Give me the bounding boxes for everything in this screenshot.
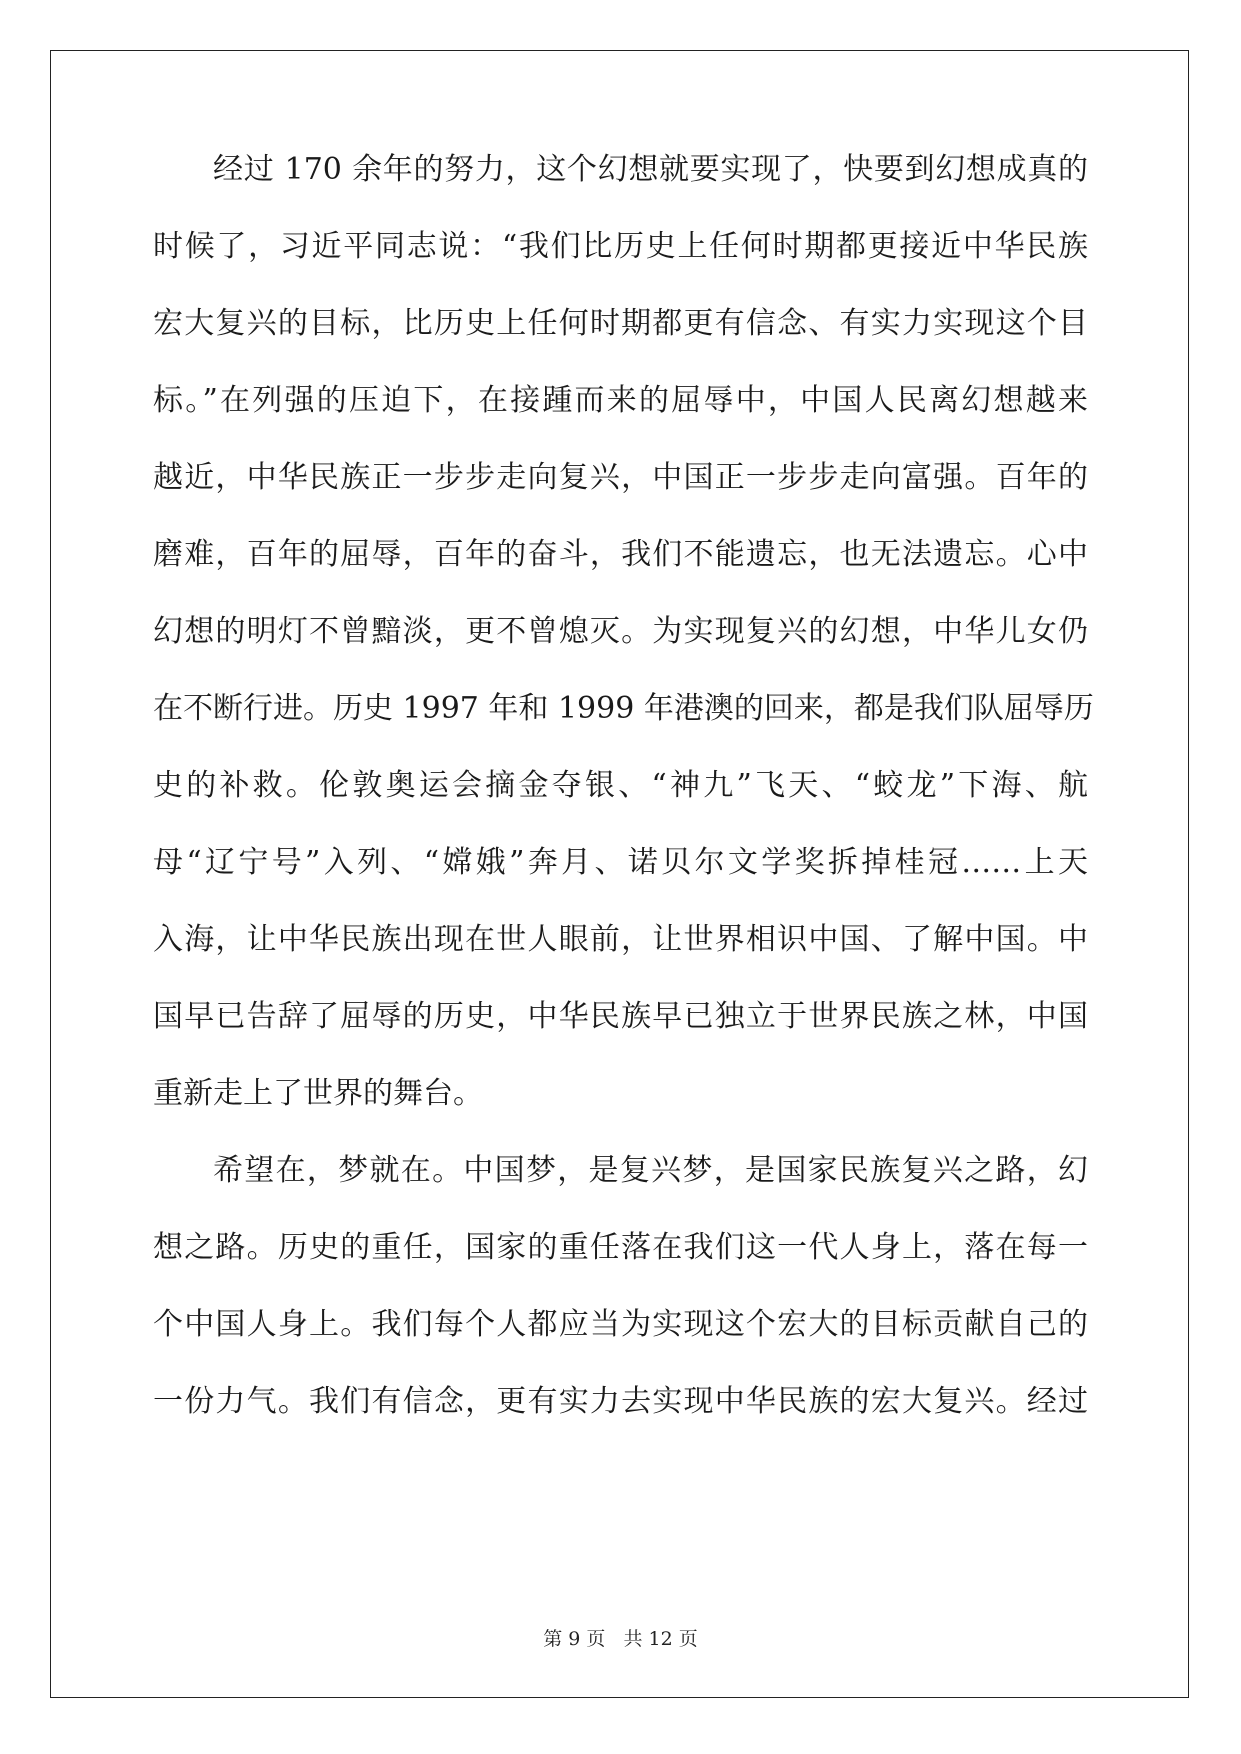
page-total: 共 12 页 [623,1628,698,1650]
paragraph-line: 标。”在列强的压迫下，在接踵而来的屈辱中，中国人民离幻想越来 [153,383,1088,418]
paragraph-line: 幻想的明灯不曾黯淡，更不曾熄灭。为实现复兴的幻想，中华儿女仍 [153,614,1088,649]
page-number: 第 9 页 [543,1628,606,1650]
paragraph-line: 宏大复兴的目标，比历史上任何时期都更有信念、有实力实现这个目 [153,306,1088,341]
paragraph-line: 经过 170 余年的努力，这个幻想就要实现了，快要到幻想成真的 [213,152,1088,187]
paragraph-line: 想之路。历史的重任，国家的重任落在我们这一代人身上，落在每一 [153,1230,1088,1265]
page-footer [0,1627,1241,1651]
paragraph-line: 重新走上了世界的舞台。 [153,1076,483,1111]
paragraph-line: 越近，中华民族正一步步走向复兴，中国正一步步走向富强。百年的 [153,460,1088,495]
paragraph-line: 国早已告辞了屈辱的历史，中华民族早已独立于世界民族之林，中国 [153,999,1088,1034]
paragraph-line: 史的补救。伦敦奥运会摘金夺银、“神九”飞天、“蛟龙”下海、航 [153,768,1088,803]
paragraph-line: 磨难，百年的屈辱，百年的奋斗，我们不能遗忘，也无法遗忘。心中 [153,537,1088,572]
paragraph-line: 时候了，习近平同志说：“我们比历史上任何时期都更接近中华民族 [153,229,1088,264]
paragraph-line: 一份力气。我们有信念，更有实力去实现中华民族的宏大复兴。经过 [153,1384,1088,1419]
paragraph-line: 在不断行进。历史 1997 年和 1999 年港澳的回来，都是我们队屈辱历 [153,691,1094,726]
paragraph-line: 入海，让中华民族出现在世人眼前，让世界相识中国、了解中国。中 [153,922,1088,957]
paragraph-line: 母“辽宁号”入列、“嫦娥”奔月、诺贝尔文学奖拆掉桂冠……上天 [153,845,1088,880]
paragraph-line: 个中国人身上。我们每个人都应当为实现这个宏大的目标贡献自己的 [153,1307,1088,1342]
paragraph-line: 希望在，梦就在。中国梦，是复兴梦，是国家民族复兴之路，幻 [213,1153,1088,1188]
